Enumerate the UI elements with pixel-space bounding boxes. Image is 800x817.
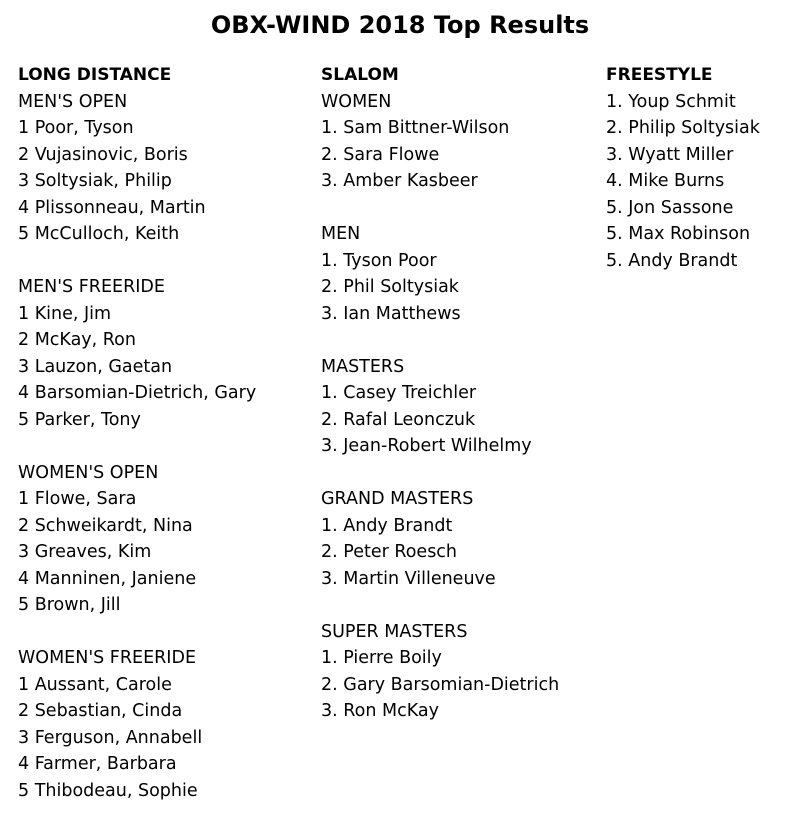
- list-item: 1. Casey Treichler: [321, 383, 477, 403]
- list-item: 2 Vujasinovic, Boris: [18, 144, 188, 165]
- long-distance-column: [18, 62, 256, 804]
- list-item: 3. Wyatt Miller: [606, 144, 734, 165]
- list-item: 1. Tyson Poor: [321, 250, 437, 271]
- list-item: 3. Ian Matthews: [321, 303, 461, 324]
- results-group: [18, 645, 256, 804]
- list-item: 3 Soltysiak, Philip: [18, 171, 172, 191]
- list-item: 2 McKay, Ron: [18, 330, 136, 350]
- list-item: 1. Pierre Boily: [321, 648, 442, 668]
- list-item: 4. Mike Burns: [606, 171, 725, 191]
- list-item: 2. Rafal Leonczuk: [321, 409, 476, 430]
- list-item: 1 Poor, Tyson: [18, 118, 134, 138]
- slalom-column: [321, 62, 559, 725]
- list-item: 1. Youp Schmit: [606, 91, 736, 112]
- results-list: [321, 513, 559, 593]
- list-item: 2. Peter Roesch: [321, 542, 458, 562]
- list-item: 3. Jean-Robert Wilhelmy: [321, 436, 532, 456]
- list-item: 3 Ferguson, Annabell: [18, 727, 203, 748]
- list-item: 5. Andy Brandt: [606, 250, 738, 271]
- list-item: 2. Philip Soltysiak: [606, 118, 760, 138]
- results-group: [18, 89, 256, 248]
- list-item: 1. Sam Bittner-Wilson: [321, 118, 510, 138]
- results-list: [18, 486, 256, 619]
- list-item: 5. Max Robinson: [606, 224, 751, 244]
- list-item: 3. Amber Kasbeer: [321, 171, 478, 191]
- list-item: 5 McCulloch, Keith: [18, 224, 180, 244]
- list-item: 3 Lauzon, Gaetan: [18, 356, 173, 377]
- group-title: GRAND MASTERS: [321, 489, 474, 509]
- results-group: [321, 486, 559, 592]
- group-title: SUPER MASTERS: [321, 621, 468, 642]
- results-list: [321, 115, 559, 195]
- group-title: MEN'S OPEN: [18, 91, 128, 112]
- results-group: [18, 460, 256, 619]
- list-item: 2. Sara Flowe: [321, 144, 440, 165]
- list-item: 2. Gary Barsomian-Dietrich: [321, 674, 560, 695]
- list-item: 5 Thibodeau, Sophie: [18, 780, 198, 801]
- list-item: 2 Sebastian, Cinda: [18, 701, 183, 721]
- list-item: 1 Aussant, Carole: [18, 674, 172, 695]
- group-title: WOMEN: [321, 91, 392, 112]
- list-item: 4 Plissonneau, Martin: [18, 197, 206, 218]
- freestyle-column: [606, 62, 760, 274]
- results-group: [18, 274, 256, 433]
- list-item: 3 Greaves, Kim: [18, 542, 152, 562]
- group-title: WOMEN'S OPEN: [18, 462, 159, 483]
- results-group: [606, 89, 760, 275]
- column-heading: FREESTYLE: [606, 65, 713, 85]
- results-list: [18, 672, 256, 805]
- results-list: [321, 380, 559, 460]
- list-item: 5 Brown, Jill: [18, 595, 121, 615]
- page-title: OBX-WIND 2018 Top Results: [210, 11, 590, 39]
- list-item: 5. Jon Sassone: [606, 197, 734, 218]
- group-title: MASTERS: [321, 356, 405, 377]
- list-item: 1 Flowe, Sara: [18, 489, 137, 509]
- list-item: 3. Martin Villeneuve: [321, 568, 496, 589]
- results-group: [321, 619, 559, 725]
- results-list: [18, 301, 256, 434]
- results-list: [18, 115, 256, 248]
- column-heading: LONG DISTANCE: [18, 65, 172, 85]
- column-heading: SLALOM: [321, 65, 399, 85]
- list-item: 4 Barsomian-Dietrich, Gary: [18, 383, 257, 403]
- results-group: [321, 221, 559, 327]
- list-item: 2. Phil Soltysiak: [321, 277, 459, 297]
- list-item: 1 Kine, Jim: [18, 303, 112, 324]
- results-list: [606, 89, 760, 275]
- results-group: [321, 89, 559, 195]
- list-item: 5 Parker, Tony: [18, 409, 141, 430]
- results-group: [321, 354, 559, 460]
- list-item: 3. Ron McKay: [321, 701, 439, 721]
- list-item: 4 Farmer, Barbara: [18, 754, 177, 774]
- group-title: MEN: [321, 224, 361, 244]
- list-item: 1. Andy Brandt: [321, 515, 453, 536]
- group-title: WOMEN'S FREERIDE: [18, 648, 196, 668]
- list-item: 4 Manninen, Janiene: [18, 568, 197, 589]
- group-title: MEN'S FREERIDE: [18, 277, 165, 297]
- list-item: 2 Schweikardt, Nina: [18, 515, 193, 536]
- results-list: [321, 248, 559, 328]
- results-list: [321, 645, 559, 725]
